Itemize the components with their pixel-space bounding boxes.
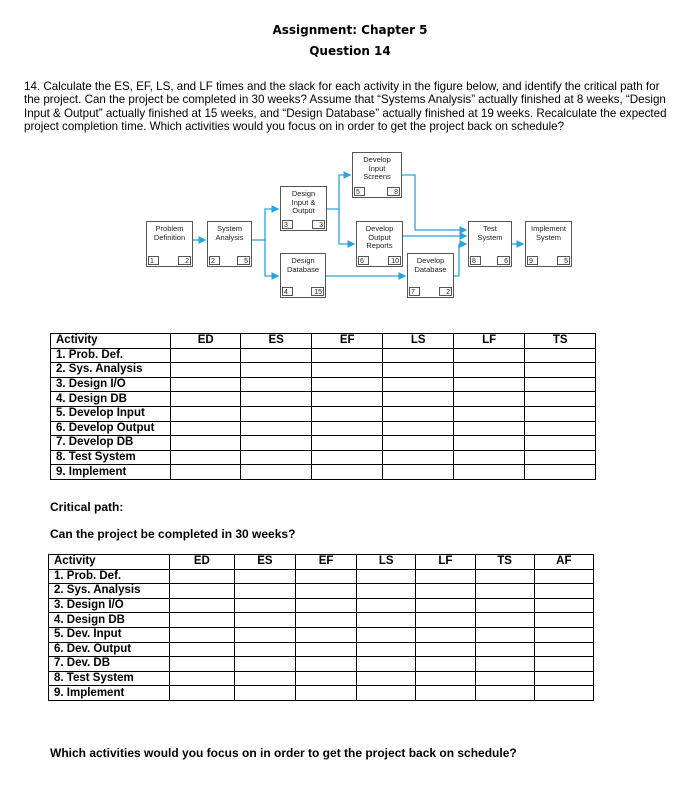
node-label-line: Output <box>292 206 315 215</box>
blank-cell <box>169 657 234 672</box>
node-system <box>207 221 252 267</box>
column-header: LF <box>453 334 525 349</box>
blank-cell <box>475 627 534 642</box>
blank-cell <box>170 363 240 378</box>
blank-cell <box>234 686 295 701</box>
blank-cell <box>296 627 357 642</box>
blank-cell <box>534 686 593 701</box>
node-dev-db <box>407 253 454 298</box>
blank-cell <box>234 613 295 628</box>
blank-cell <box>525 363 596 378</box>
blank-cell <box>241 465 311 480</box>
blank-cell <box>453 421 525 436</box>
blank-cell <box>357 613 416 628</box>
node-label-line: Analysis <box>215 232 244 242</box>
node-label-line: Input <box>368 163 386 173</box>
blank-cell <box>383 421 453 436</box>
table-row <box>49 598 594 613</box>
table-row <box>51 377 596 392</box>
node-duration: 2 <box>178 256 191 265</box>
blank-cell <box>169 671 234 686</box>
weeks-question: Can the project be completed in 30 weeks? <box>50 527 296 541</box>
blank-cell <box>383 392 453 407</box>
blank-cell <box>357 584 416 599</box>
blank-cell <box>241 348 311 363</box>
blank-cell <box>525 406 596 421</box>
blank-cell <box>453 392 525 407</box>
blank-cell <box>357 569 416 584</box>
node-implement <box>525 221 572 267</box>
blank-cell <box>383 465 453 480</box>
blank-cell <box>453 363 525 378</box>
blank-cell <box>241 363 311 378</box>
blank-cell <box>534 657 593 672</box>
blank-cell <box>169 569 234 584</box>
blank-cell <box>525 377 596 392</box>
node-duration: 5 <box>557 256 570 265</box>
blank-cell <box>234 627 295 642</box>
column-header: ES <box>241 334 311 349</box>
blank-cell <box>296 569 357 584</box>
table-row <box>51 465 596 480</box>
column-header: EF <box>296 555 357 570</box>
node-label-line: System <box>216 224 242 233</box>
node-label <box>408 257 453 274</box>
blank-cell <box>357 642 416 657</box>
table-row <box>49 642 594 657</box>
blank-cell <box>311 450 383 465</box>
activity-cell: 4. Design DB <box>51 392 171 407</box>
blank-cell <box>311 465 383 480</box>
blank-cell <box>241 377 311 392</box>
node-label <box>469 225 511 242</box>
blank-cell <box>169 598 234 613</box>
activity-cell: 8. Test System <box>49 671 170 686</box>
table-row <box>49 613 594 628</box>
activity-cell: 7. Develop DB <box>51 436 171 451</box>
activity-cell: 2. Sys. Analysis <box>51 363 171 378</box>
column-header: AF <box>534 555 593 570</box>
node-label-line: Output <box>368 232 391 242</box>
critical-path-label: Critical path: <box>50 500 124 514</box>
node-label-line: Develop <box>365 224 394 233</box>
table-row <box>49 584 594 599</box>
node-id-number: 4 <box>282 287 293 296</box>
node-id-number: 5 <box>354 187 365 196</box>
node-label <box>147 225 192 242</box>
blank-cell <box>241 406 311 421</box>
column-header: TS <box>475 555 534 570</box>
blank-cell <box>311 363 383 378</box>
blank-cell <box>169 627 234 642</box>
node-design-io <box>280 186 327 231</box>
blank-cell <box>241 421 311 436</box>
blank-cell <box>475 598 534 613</box>
schedule-table <box>50 333 596 480</box>
table-header-row <box>49 555 594 570</box>
connector-arrow <box>339 209 354 244</box>
activity-cell: 5. Dev. Input <box>49 627 170 642</box>
blank-cell <box>234 598 295 613</box>
activity-cell: 1. Prob. Def. <box>51 348 171 363</box>
blank-cell <box>383 377 453 392</box>
blank-cell <box>357 671 416 686</box>
blank-cell <box>534 642 593 657</box>
node-label-line: Screens <box>363 172 391 181</box>
activity-cell: 5. Develop Input <box>51 406 171 421</box>
table-row <box>51 450 596 465</box>
blank-cell <box>241 392 311 407</box>
blank-cell <box>534 627 593 642</box>
table-row <box>49 686 594 701</box>
node-id-number: 6 <box>358 256 369 265</box>
blank-cell <box>453 348 525 363</box>
table-header-row <box>51 334 596 349</box>
table-row <box>49 671 594 686</box>
blank-cell <box>475 686 534 701</box>
question-body: Calculate the ES, EF, LS, and LF times and the slack for each activity in the figure below, and identify the critical path for the project. Can the project be completed in 30 weeks? Assume that “Systems Analysis” actually finished at 8 weeks, “Design Input & Output” actually finished at 15 weeks, and “Design Database” actually finished at 19 weeks. Recalculate the expected project completion time. Which activities would you focus on in order to get the project back on schedule? <box>24 80 667 133</box>
node-label-line: Definition <box>153 232 186 242</box>
table-row <box>51 436 596 451</box>
node-duration: 10 <box>388 256 401 265</box>
node-label-line: Implement <box>530 224 566 233</box>
node-label-line: Input & <box>291 197 316 207</box>
blank-cell <box>311 406 383 421</box>
node-duration: 2 <box>439 287 452 296</box>
blank-cell <box>525 436 596 451</box>
blank-cell <box>383 363 453 378</box>
node-id-number: 9 <box>527 256 538 265</box>
table-row <box>49 657 594 672</box>
blank-cell <box>475 657 534 672</box>
blank-cell <box>453 436 525 451</box>
blank-cell <box>234 642 295 657</box>
blank-cell <box>534 569 593 584</box>
blank-cell <box>525 348 596 363</box>
connector-arrow <box>265 240 278 276</box>
table-row <box>51 406 596 421</box>
blank-cell <box>170 377 240 392</box>
column-header: LF <box>416 555 475 570</box>
activity-cell: 9. Implement <box>51 465 171 480</box>
blank-cell <box>234 569 295 584</box>
blank-cell <box>296 613 357 628</box>
node-id-number: 1 <box>148 256 159 265</box>
blank-cell <box>169 584 234 599</box>
column-header: EF <box>311 334 383 349</box>
connector-arrow <box>327 175 350 209</box>
blank-cell <box>296 598 357 613</box>
blank-cell <box>416 598 475 613</box>
blank-cell <box>453 465 525 480</box>
column-header: ED <box>170 334 240 349</box>
table-row <box>51 421 596 436</box>
blank-cell <box>357 686 416 701</box>
column-header: ED <box>169 555 234 570</box>
column-header: Activity <box>51 334 171 349</box>
node-dev-input <box>352 152 402 198</box>
node-label-line: System <box>477 232 503 242</box>
table-row <box>51 348 596 363</box>
node-label <box>208 225 251 242</box>
table-row <box>51 392 596 407</box>
blank-cell <box>383 436 453 451</box>
node-label-line: Develop <box>363 155 391 164</box>
blank-cell <box>475 642 534 657</box>
question-number: 14. <box>24 80 41 93</box>
node-id-number: 2 <box>209 256 220 265</box>
blank-cell <box>169 613 234 628</box>
assignment-title: Assignment: Chapter 5 <box>272 23 428 37</box>
blank-cell <box>311 348 383 363</box>
node-id-number: 8 <box>470 256 481 265</box>
node-label <box>353 156 401 182</box>
node-label <box>526 225 571 242</box>
column-header: Activity <box>49 555 170 570</box>
activity-cell: 1. Prob. Def. <box>49 569 170 584</box>
recalc-table <box>48 554 594 701</box>
connector-arrow <box>454 244 466 276</box>
node-design-db <box>280 253 326 298</box>
blank-cell <box>453 406 525 421</box>
blank-cell <box>416 569 475 584</box>
blank-cell <box>534 671 593 686</box>
blank-cell <box>416 671 475 686</box>
blank-cell <box>169 686 234 701</box>
blank-cell <box>241 436 311 451</box>
connector-arrow <box>252 209 278 240</box>
activity-cell: 2. Sys. Analysis <box>49 584 170 599</box>
blank-cell <box>525 465 596 480</box>
blank-cell <box>475 671 534 686</box>
activity-cell: 9. Implement <box>49 686 170 701</box>
blank-cell <box>234 671 295 686</box>
node-label <box>281 257 325 274</box>
node-label-line: Design <box>291 189 316 198</box>
blank-cell <box>475 584 534 599</box>
blank-cell <box>311 392 383 407</box>
focus-question: Which activities would you focus on in order to get the project back on schedule? <box>50 746 517 760</box>
blank-cell <box>357 627 416 642</box>
activity-cell: 3. Design I/O <box>51 377 171 392</box>
blank-cell <box>453 450 525 465</box>
node-label-line: Develop <box>416 256 445 265</box>
node-duration: 8 <box>387 187 400 196</box>
node-duration: 3 <box>312 220 325 229</box>
node-label-line: Problem <box>155 224 184 233</box>
node-label <box>357 225 402 251</box>
blank-cell <box>170 421 240 436</box>
blank-cell <box>357 657 416 672</box>
blank-cell <box>475 613 534 628</box>
node-id-number: 7 <box>409 287 420 296</box>
activity-cell: 8. Test System <box>51 450 171 465</box>
blank-cell <box>416 642 475 657</box>
node-label-line: Test <box>483 224 497 233</box>
column-header: LS <box>383 334 453 349</box>
question-title: Question 14 <box>309 44 391 58</box>
activity-cell: 6. Develop Output <box>51 421 171 436</box>
connector-arrow <box>402 175 466 230</box>
blank-cell <box>416 686 475 701</box>
blank-cell <box>525 450 596 465</box>
blank-cell <box>534 598 593 613</box>
diagram-connectors <box>0 0 700 330</box>
blank-cell <box>416 613 475 628</box>
blank-cell <box>241 450 311 465</box>
blank-cell <box>170 406 240 421</box>
blank-cell <box>170 392 240 407</box>
blank-cell <box>534 584 593 599</box>
blank-cell <box>311 377 383 392</box>
column-header: ES <box>234 555 295 570</box>
node-test <box>468 221 512 267</box>
node-label-line: System <box>535 232 561 242</box>
blank-cell <box>383 348 453 363</box>
node-label-line: Database <box>414 264 447 274</box>
node-id-number: 3 <box>282 220 293 229</box>
blank-cell <box>234 657 295 672</box>
blank-cell <box>525 421 596 436</box>
blank-cell <box>475 569 534 584</box>
blank-cell <box>170 465 240 480</box>
blank-cell <box>296 584 357 599</box>
table-row <box>51 363 596 378</box>
blank-cell <box>311 436 383 451</box>
blank-cell <box>296 671 357 686</box>
node-label-line: Reports <box>366 241 393 250</box>
blank-cell <box>296 642 357 657</box>
node-duration: 6 <box>497 256 510 265</box>
table-row <box>49 627 594 642</box>
node-label <box>281 190 326 216</box>
activity-cell: 6. Dev. Output <box>49 642 170 657</box>
node-label-line: Design <box>291 256 315 265</box>
blank-cell <box>416 657 475 672</box>
column-header: LS <box>357 555 416 570</box>
node-duration: 15 <box>311 287 324 296</box>
blank-cell <box>453 377 525 392</box>
blank-cell <box>170 450 240 465</box>
node-dev-output <box>356 221 403 267</box>
activity-cell: 4. Design DB <box>49 613 170 628</box>
blank-cell <box>169 642 234 657</box>
activity-cell: 3. Design I/O <box>49 598 170 613</box>
blank-cell <box>296 657 357 672</box>
blank-cell <box>383 450 453 465</box>
node-label-line: Database <box>286 264 320 274</box>
table-row <box>49 569 594 584</box>
blank-cell <box>234 584 295 599</box>
node-problem <box>146 221 193 267</box>
blank-cell <box>534 613 593 628</box>
blank-cell <box>170 436 240 451</box>
blank-cell <box>416 627 475 642</box>
blank-cell <box>296 686 357 701</box>
blank-cell <box>311 421 383 436</box>
blank-cell <box>170 348 240 363</box>
blank-cell <box>357 598 416 613</box>
node-duration: 5 <box>237 256 250 265</box>
activity-cell: 7. Dev. DB <box>49 657 170 672</box>
blank-cell <box>383 406 453 421</box>
blank-cell <box>416 584 475 599</box>
blank-cell <box>525 392 596 407</box>
column-header: TS <box>525 334 596 349</box>
